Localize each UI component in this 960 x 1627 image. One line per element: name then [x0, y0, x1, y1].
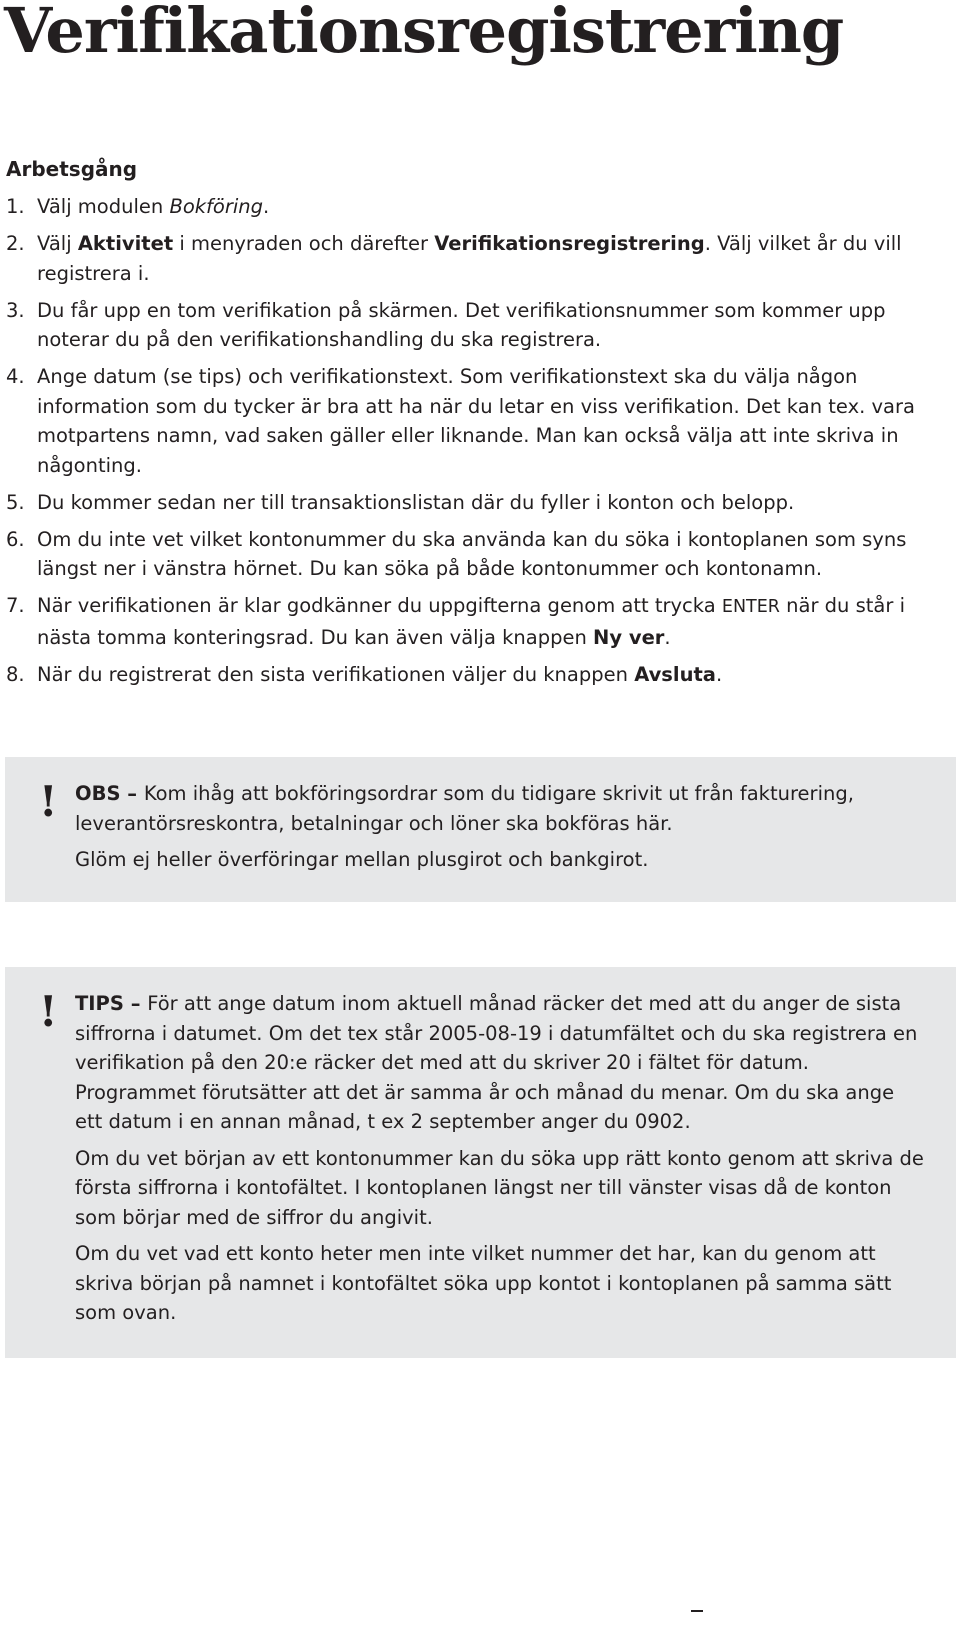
steps-list — [0, 192, 940, 697]
tips-text: Om du vet vad ett konto heter men inte vilket nummer det har, kan du genom att skriva början på namnet i kontofältet söka upp kontot i kontoplanen på samma sätt som ovan. — [75, 1242, 892, 1324]
step-text: När du registrerat den sista verifikationen väljer du knappen — [37, 662, 635, 686]
list-item — [0, 488, 940, 518]
obs-dash: – — [120, 782, 144, 805]
step-bold: Ny ver — [593, 625, 665, 649]
step-text: när du står i nästa tomma konteringsrad. Du kan även välja knappen — [37, 594, 905, 649]
tips-paragraph — [75, 1239, 926, 1328]
tips-label: TIPS — [75, 992, 124, 1015]
step-number: 8. — [6, 662, 25, 686]
section-heading: Arbetsgång — [6, 157, 138, 181]
list-item — [0, 591, 940, 652]
obs-paragraph — [75, 845, 926, 875]
tips-paragraph — [75, 989, 926, 1137]
exclamation-icon: ! — [39, 987, 58, 1036]
obs-text: Glöm ej heller överföringar mellan plusgirot och bankgirot. — [75, 848, 649, 871]
obs-note-box — [5, 757, 956, 902]
list-item — [0, 229, 940, 288]
list-item — [0, 296, 940, 355]
tips-note-box — [5, 967, 956, 1358]
step-number: 5. — [6, 490, 25, 514]
step-number: 6. — [6, 527, 25, 551]
step-text: . Välj vilket år du vill registrera i. — [37, 232, 902, 285]
tips-dash: – — [123, 992, 148, 1015]
step-text: När verifikationen är klar godkänner du uppgifterna genom att trycka — [37, 594, 722, 617]
step-bold: Avsluta — [634, 662, 716, 686]
tips-paragraph — [75, 1144, 926, 1233]
step-emphasis: Bokföring — [169, 195, 264, 218]
step-number: 3. — [6, 298, 25, 322]
step-text: . — [664, 625, 671, 649]
step-text: Välj modulen — [37, 195, 170, 218]
step-text: Välj — [37, 232, 78, 255]
step-number: 1. — [6, 195, 25, 218]
list-item — [0, 660, 940, 690]
step-text: i menyraden och därefter — [173, 232, 435, 255]
key-name: ENTER — [721, 597, 780, 617]
obs-text: Kom ihåg att bokföringsordrar som du tidigare skrivit ut från fakturering, leverantörsreskontra, betalningar och löner ska bokföras här. — [75, 782, 854, 835]
step-bold: Aktivitet — [77, 232, 174, 255]
tips-text: För att ange datum inom aktuell månad räcker det med att du anger de sista siffrorna i datumet. Om det tex står 2005-08-19 i datumfältet och du ska registrera en verifikation på den 20:e räcker det med att du skriver 20 i fältet för datum. Programmet förutsätter att det är samma år och månad du menar. Om du ska ange ett datum i en annan månad, t ex 2 september anger du 0902. — [75, 992, 918, 1133]
page-mark — [691, 1610, 703, 1612]
list-item — [0, 362, 940, 480]
list-item — [0, 525, 940, 584]
step-number: 4. — [6, 365, 25, 388]
step-bold: Verifikationsregistrering — [434, 232, 705, 255]
page-title: Verifikationsregistrering — [4, 0, 844, 67]
step-number: 2. — [6, 232, 25, 255]
list-item — [0, 192, 940, 222]
step-number: 7. — [6, 594, 25, 617]
step-text: Om du inte vet vilket kontonummer du ska använda kan du söka i kontoplanen som syns längst ner i vänstra hörnet. Du kan söka på både kontonummer och kontonamn. — [37, 527, 907, 580]
obs-content — [75, 779, 926, 882]
step-text: Du får upp en tom verifikation på skärmen. Det verifikationsnummer som kommer upp noterar du på den verifikationshandling du ska registrera. — [37, 298, 886, 351]
step-text: . — [263, 195, 270, 218]
obs-paragraph — [75, 779, 926, 838]
step-text: Du kommer sedan ner till transaktionslistan där du fyller i konton och belopp. — [37, 490, 795, 514]
exclamation-icon: ! — [39, 777, 58, 826]
tips-content — [75, 989, 926, 1335]
step-text: Ange datum (se tips) och verifikationstext. Som verifikationstext ska du välja någon information som du tycker är bra att ha när du letar en viss verifikation. Det kan tex. vara motpartens namn, vad saken gäller eller liknande. Man kan också välja att inte skriva in någonting. — [37, 365, 915, 477]
step-text: . — [715, 662, 723, 686]
obs-label: OBS — [75, 782, 121, 805]
tips-text: Om du vet början av ett kontonummer kan du söka upp rätt konto genom att skriva de första siffrorna i kontofältet. I kontoplanen längst ner till vänster visas då de konton som börjar med de siffror du angivit. — [75, 1146, 924, 1229]
